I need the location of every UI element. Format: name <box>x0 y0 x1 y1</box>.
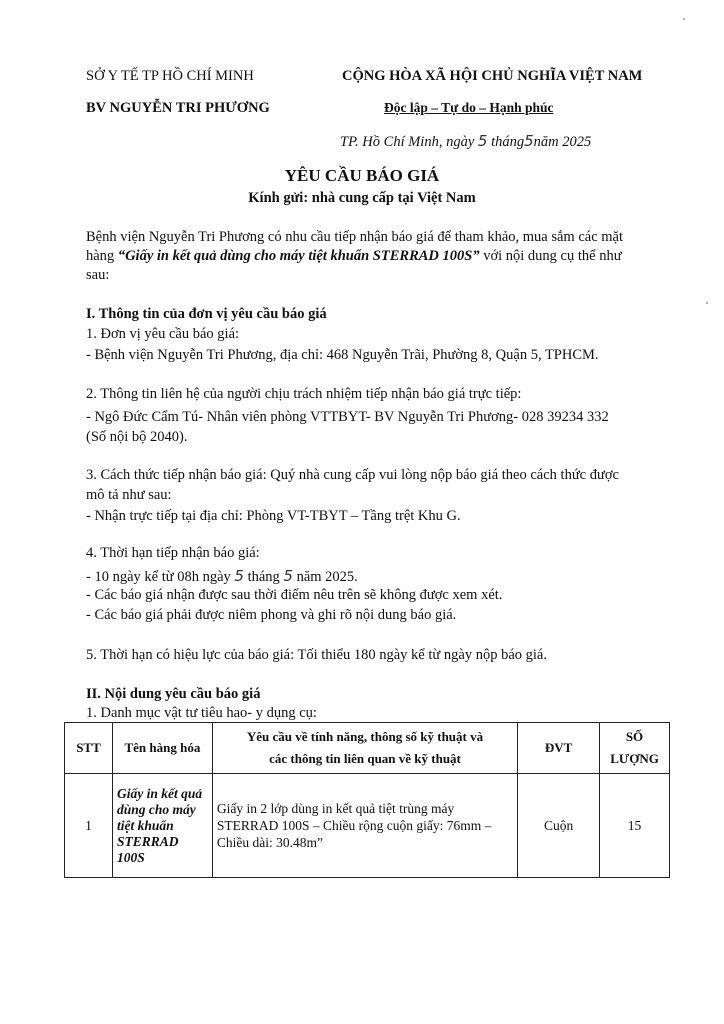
deadline-title: 4. Thời hạn tiếp nhận báo giá: <box>86 545 260 561</box>
intro-text-after: với nội dung cụ thể như sau: <box>86 248 622 283</box>
date-year: năm 2025 <box>533 134 592 150</box>
deadline-text-c: năm 2025. <box>292 569 358 585</box>
section-1-heading: I. Thông tin của đơn vị yêu cầu báo giá <box>86 306 327 322</box>
hospital-name: BV NGUYỄN TRI PHƯƠNG <box>86 100 270 116</box>
contact-detail: - Ngô Đức Cẩm Tú- Nhân viên phòng VTTBYT- BV Nguyễn Tri Phương- 028 39234 332 <box>86 409 609 425</box>
date-prefix: TP. Hồ Chí Minh, ngày <box>340 134 475 150</box>
republic-name: CỘNG HÒA XÃ HỘI CHỦ NGHĨA VIỆT NAM <box>342 68 643 84</box>
handwritten-deadline-month: 5 <box>283 567 293 585</box>
scan-speck <box>706 302 708 304</box>
col-qty-header <box>600 723 670 774</box>
col-qty-header-line2: LƯỢNG <box>610 751 659 766</box>
section-2-heading: II. Nội dung yêu cầu báo giá <box>86 686 261 702</box>
requester-title: 1. Đơn vị yêu cầu báo giá: <box>86 326 240 342</box>
agency-name: SỞ Y TẾ TP HỒ CHÍ MINH <box>86 68 254 84</box>
col-qty-header-line1: SỐ <box>625 729 644 744</box>
col-name-header: Tên hàng hóa <box>112 723 212 774</box>
issue-date <box>340 132 591 151</box>
requester-detail: - Bệnh viện Nguyễn Tri Phương, địa chỉ: 468 Nguyễn Trãi, Phường 8, Quận 5, TPHCM. <box>86 347 599 363</box>
method-title-cont: mô tả như sau: <box>86 487 172 503</box>
col-stt-header: STT <box>65 723 113 774</box>
table-row <box>65 774 670 878</box>
deadline-detail-1 <box>86 567 358 586</box>
deadline-detail-3: - Các báo giá phải được niêm phong và ghi rõ nội dung báo giá. <box>86 607 457 623</box>
national-motto: Độc lập – Tự do – Hạnh phúc <box>384 100 554 115</box>
deadline-text-b: tháng <box>243 569 284 585</box>
col-spec-header-line2: các thông tin liên quan về kỹ thuật <box>269 751 461 766</box>
handwritten-deadline-day: 5 <box>234 567 244 585</box>
col-spec-header <box>212 723 517 774</box>
contact-extension: (Số nội bộ 2040). <box>86 429 188 445</box>
row-item-name: Giấy in kết quả dùng cho máy tiệt khuẩn STERRAD 100S <box>112 774 212 878</box>
intro-paragraph <box>86 228 646 285</box>
row-unit: Cuộn <box>518 774 600 878</box>
method-title: 3. Cách thức tiếp nhận báo giá: Quý nhà cung cấp vui lòng nộp báo giá theo cách thức được <box>86 467 619 483</box>
intro-text-before: Bệnh viện Nguyễn Tri Phương có nhu cầu tiếp nhận báo giá để tham khảo, mua sắm các mặt hàng <box>86 229 624 264</box>
table-header-row <box>65 723 670 774</box>
validity-line: 5. Thời hạn có hiệu lực của báo giá: Tối thiểu 180 ngày kể từ ngày nộp báo giá. <box>86 647 547 663</box>
document-title: YÊU CẦU BÁO GIÁ <box>284 166 440 185</box>
handwritten-month: 5 <box>524 132 534 150</box>
date-month-label: tháng <box>491 134 525 150</box>
col-unit-header: ĐVT <box>518 723 600 774</box>
col-spec-header-line1: Yêu cầu về tính năng, thông số kỹ thuật và <box>246 729 484 744</box>
row-stt: 1 <box>65 774 113 878</box>
deadline-text-a: - 10 ngày kể từ 08h ngày <box>86 569 235 585</box>
row-qty: 15 <box>600 774 670 878</box>
intro-item-name: “Giấy in kết quả dùng cho máy tiệt khuẩn STERRAD 100S” <box>117 248 480 264</box>
document-recipient: Kính gửi: nhà cung cấp tại Việt Nam <box>248 190 476 206</box>
row-spec: Giấy in 2 lớp dùng in kết quả tiệt trùng máy STERRAD 100S – Chiều rộng cuộn giấy: 76mm – Chiều dài: 30.48m” <box>212 774 517 878</box>
method-detail: - Nhận trực tiếp tại địa chỉ: Phòng VT-TBYT – Tầng trệt Khu G. <box>86 508 461 524</box>
items-table <box>64 722 670 878</box>
handwritten-day: 5 <box>477 132 488 150</box>
contact-title: 2. Thông tin liên hệ của người chịu trách nhiệm tiếp nhận báo giá trực tiếp: <box>86 386 522 402</box>
deadline-detail-2: - Các báo giá nhận được sau thời điểm nêu trên sẽ không được xem xét. <box>86 587 503 603</box>
list-title: 1. Danh mục vật tư tiêu hao- y dụng cụ: <box>86 705 317 721</box>
scan-speck <box>683 18 685 20</box>
